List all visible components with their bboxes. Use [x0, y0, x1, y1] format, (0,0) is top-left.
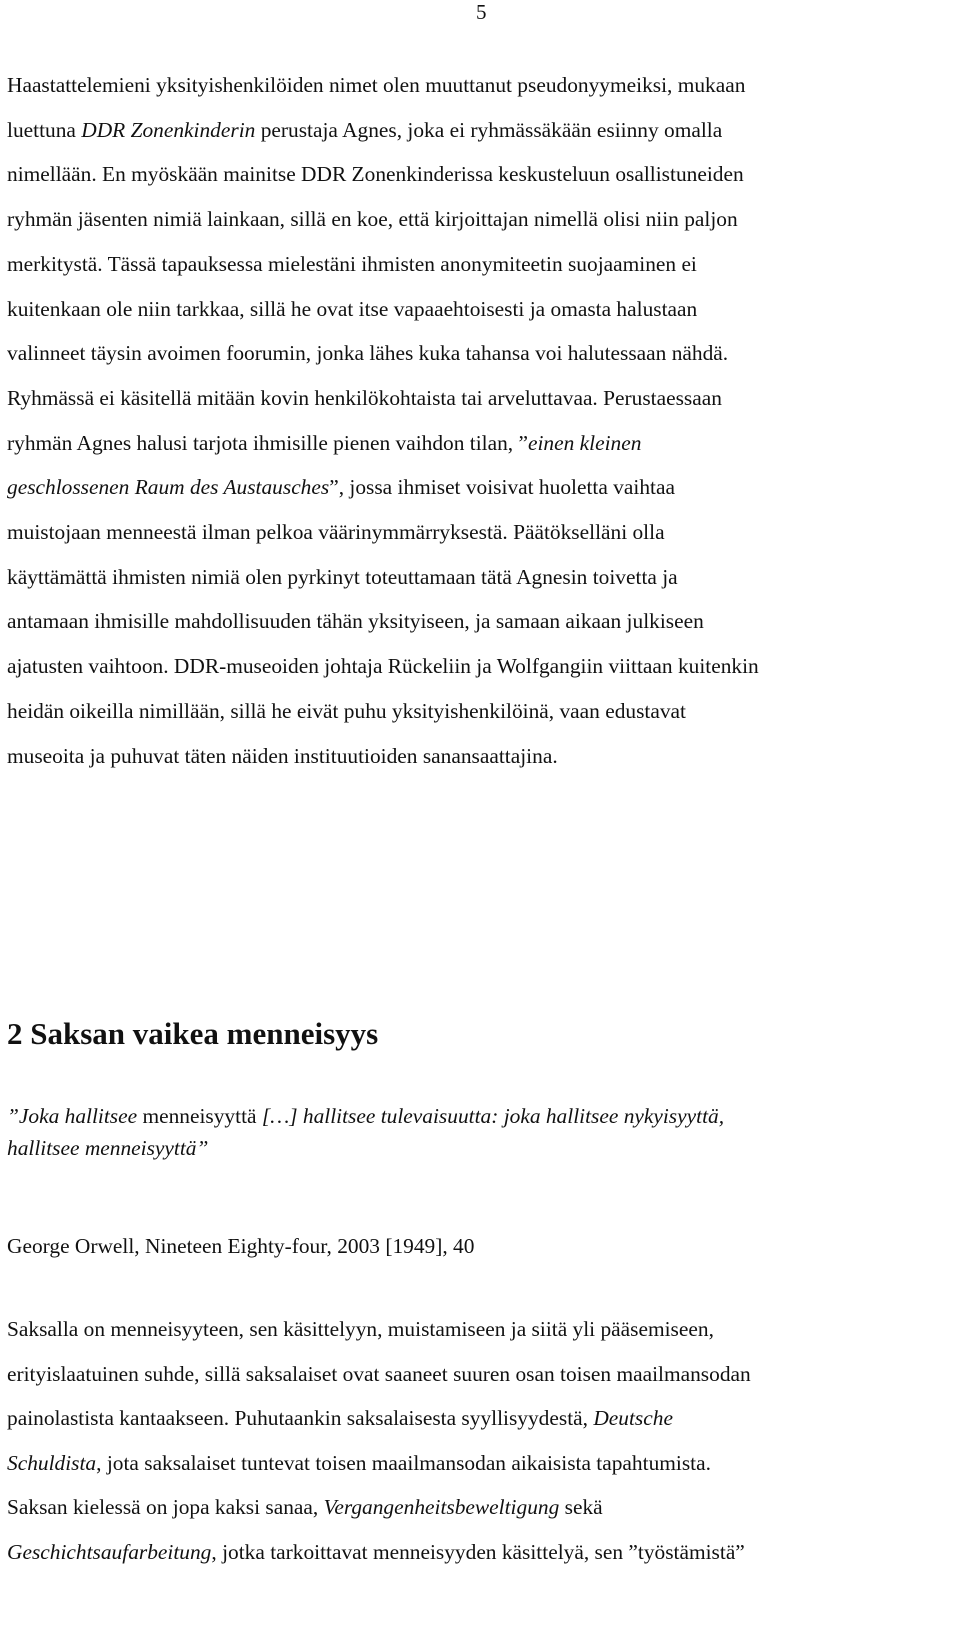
italic-run: […] hallitsee tulevaisuutta: joka hallitsee nykyisyyttä, [261, 1104, 725, 1128]
text-line: merkitystä. Tässä tapauksessa mielestäni ihmisten anonymiteetin suojaaminen ei [7, 251, 697, 276]
text-line: käyttämättä ihmisten nimiä olen pyrkinyt toteuttamaan tätä Agnesin toivetta ja [7, 564, 678, 589]
text-line: heidän oikeilla nimillään, sillä he eivät puhu yksityishenkilöinä, vaan edustavat [7, 698, 686, 723]
italic-run: hallitsee menneisyyttä” [7, 1136, 209, 1160]
italic-run: Geschichtsaufarbeitung [7, 1539, 212, 1564]
text-line: ryhmän jäsenten nimiä lainkaan, sillä en koe, että kirjoittajan nimellä olisi niin paljon [7, 207, 738, 232]
text-line: painolastista kantaakseen. Puhutaankin saksalaisesta syyllisyydestä, Deutsche [7, 1406, 673, 1430]
epigraph-line: ”Joka hallitsee menneisyyttä […] hallitsee tulevaisuutta: joka hallitsee nykyisyyttä, [7, 1104, 725, 1128]
epigraph-citation: George Orwell, Nineteen Eighty-four, 2003 [1949], 40 [7, 1234, 475, 1258]
italic-run: Schuldista [7, 1450, 97, 1475]
text-line: muistojaan menneestä ilman pelkoa väärinymmärryksestä. Päätökselläni olla [7, 520, 665, 544]
text-line: ryhmän Agnes halusi tarjota ihmisille pienen vaihdon tilan, ”einen kleinen [7, 430, 642, 455]
text-line: erityislaatuinen suhde, sillä saksalaiset ovat saaneet suuren osan toisen maailmansodan [7, 1361, 751, 1386]
text-line: ajatusten vaihtoon. DDR-museoiden johtaja Rückeliin ja Wolfgangiin viittaan kuitenkin [7, 654, 759, 679]
italic-run: geschlossenen Raum des Austausches [7, 475, 330, 500]
italic-run: Deutsche [593, 1406, 673, 1430]
epigraph-line [7, 1135, 208, 1161]
text-line: Saksalla on menneisyyteen, sen käsittelyyn, muistamiseen ja siitä yli pääsemiseen, [7, 1317, 714, 1341]
italic-run: DDR Zonenkinderin [81, 117, 256, 142]
text-line: nimellään. En myöskään mainitse DDR Zonenkinderissa keskusteluun osallistuneiden [7, 162, 744, 187]
text-line: museoita ja puhuvat täten näiden instituutioiden sanansaattajina. [7, 743, 558, 768]
italic-run: einen kleinen [528, 430, 642, 455]
text-line: geschlossenen Raum des Austausches”, jossa ihmiset voisivat huoletta vaihtaa [7, 475, 675, 500]
text-line: Haastattelemieni yksityishenkilöiden nimet olen muuttanut pseudonyymeiksi, mukaan [7, 73, 746, 97]
italic-run: ”Joka hallitsee [7, 1104, 138, 1128]
text-line: kuitenkaan ole niin tarkkaa, sillä he ovat itse vapaaehtoisesti ja omasta halustaan [7, 296, 698, 321]
text-line: antamaan ihmisille mahdollisuuden tähän yksityiseen, ja samaan aikaan julkiseen [7, 609, 704, 634]
italic-run: Vergangenheitsbeweltigung [323, 1495, 560, 1519]
text-line: luettuna DDR Zonenkinderin perustaja Agnes, joka ei ryhmässäkään esiinny omalla [7, 117, 723, 142]
text-line: Schuldista, jota saksalaiset tuntevat toisen maailmansodan aikaisista tapahtumista. [7, 1450, 711, 1475]
section-heading: 2 Saksan vaikea menneisyys [7, 1016, 379, 1051]
page-number: 5 [476, 0, 487, 24]
text-line: Saksan kielessä on jopa kaksi sanaa, Vergangenheitsbeweltigung sekä [7, 1495, 603, 1519]
text-line: valinneet täysin avoimen foorumin, jonka lähes kuka tahansa voi halutessaan nähdä. [7, 341, 729, 366]
text-line: Geschichtsaufarbeitung, jotka tarkoittavat menneisyyden käsittelyä, sen ”työstämistä” [7, 1539, 745, 1564]
text-line: Ryhmässä ei käsitellä mitään kovin henkilökohtaista tai arveluttavaa. Perustaessaan [7, 385, 722, 410]
